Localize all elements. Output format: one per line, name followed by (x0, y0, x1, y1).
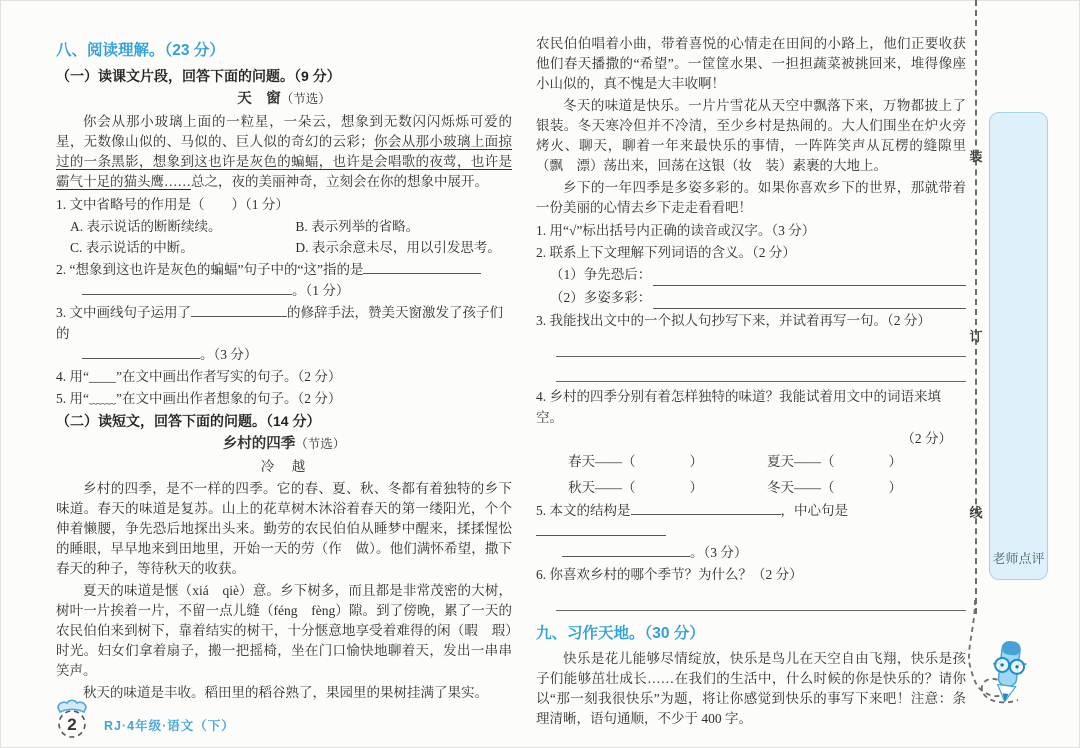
r-question-2-item-2 (536, 287, 966, 309)
question-5: 5. 用“﹏﹏”在文中画出作者想象的句子。（2 分） (56, 391, 342, 406)
passage-title-text: 天 窗 (237, 91, 281, 107)
passage-note: （节选） (295, 437, 346, 451)
binding-char-zhuang: 装 (969, 149, 983, 164)
passage-underlined-segment: 你会从那小玻璃上面掠过的一条黑影，想象到这也许是灰色的蝙蝠，也许是会唱歌的夜莺，也许是霸气十足的猫头鹰…… (56, 134, 512, 189)
r-question-5 (536, 500, 966, 563)
answer-line (556, 586, 966, 611)
paragraph-closing: 乡下的一年四季是多姿多彩的。如果你喜欢乡下的世界，那就带着一份美丽的心情去乡下走走看看吧！ (536, 180, 966, 215)
r-question-1: 1. 用“√”标出括号内正确的读音或汉字。（3 分） (536, 223, 816, 238)
passage-author: 冷 越 (260, 459, 308, 474)
option-c: C. 表示说话的中断。 (70, 240, 194, 255)
right-column (536, 34, 966, 731)
option-b: B. 表示列举的省略。 (295, 219, 420, 234)
option-a: A. 表示说话的断断续续。 (70, 219, 222, 234)
left-column (56, 40, 512, 705)
r-question-5-text-a: 5. 本文的结构是 (536, 503, 631, 518)
passage-title-tianchuang (56, 89, 512, 110)
teacher-comment-label: 老师点评 (992, 551, 1045, 566)
r-question-5-score: 。（3 分） (690, 545, 748, 560)
question-3-score: 。（3 分） (200, 347, 258, 362)
season-blank-winter: 冬天——（ ） (767, 480, 902, 495)
binding-char-ding: 订 (969, 329, 983, 344)
answer-line (653, 269, 966, 286)
question-2-score: 。（1 分） (292, 283, 350, 298)
answer-blank (562, 542, 690, 557)
r-question-6: 6. 你喜欢乡村的哪个季节？为什么？（2 分） (536, 567, 803, 582)
passage-tianchuang (56, 112, 512, 192)
r-question-4-score: （2 分） (901, 431, 952, 446)
season-blank-autumn: 秋天——（ ） (568, 480, 703, 495)
part-1-heading: （一）读课文片段，回答下面的问题。（9 分） (56, 68, 341, 84)
answer-blank (82, 344, 200, 359)
season-fill-grid (536, 451, 966, 498)
page-number-badge (48, 694, 96, 742)
paragraph-spring: 乡村的四季，是不一样的四季。它的春、夏、秋、冬都有着独特的乡下味道。春天的味道是复苏。山上的花草树木沐浴着春天的第一缕阳光，个个伸着懒腰，争先恐后地探出头来。勤劳的农民伯伯从睡梦中醒来，揉揉惺忪的睡眼，早早地来到田地里，开始一天的劳（作 做）。他们满怀希望，撒下春天的种子，等待秋天的收获。 (56, 481, 512, 576)
answer-line (556, 332, 966, 357)
section-9-body: 快乐是花儿能够尽情绽放，快乐是鸟儿在天空自由飞翔，快乐是孩子们能够茁壮成长……在我们的生活中，什么时候的你是快乐的？请你以“那一刻我很快乐”为题，将让你感觉到快乐的事写下来吧！注意：条理清晰，语句通顺，不少于 400 字。 (536, 651, 966, 726)
season-blank-summer: 夏天——（ ） (767, 454, 902, 469)
passage-title-xiangcun (56, 434, 512, 455)
question-2-text: 2. “想象到这也许是灰色的蝙蝠”句子中的“这”指的是 (56, 262, 364, 277)
question-3-text-a: 3. 文中画线句子运用了 (56, 305, 191, 320)
question-4: 4. 用“____”在文中画出作者写实的句子。（2 分） (56, 369, 342, 384)
footer-edition: RJ·4年级·语文（下） (104, 719, 235, 733)
section-8-title: 八、阅读理解。（23 分） (56, 42, 225, 59)
passage-post: 总之，夜的美丽神奇，立刻会在你的想象中展开。 (191, 174, 488, 189)
r-question-2: 2. 联系上下文理解下列词语的含义。（2 分） (536, 245, 796, 260)
answer-blank (363, 259, 481, 274)
passage-pre: 你会从那小玻璃上面的一粒星，一朵云，想象到无数闪闪烁烁可爱的星，无数像山似的、马似的、巨人似的奇幻的云彩； (56, 114, 512, 149)
question-1-options-cd (56, 237, 512, 258)
season-blank-spring: 春天——（ ） (568, 454, 703, 469)
option-d: D. 表示余意未尽，用以引发思考。 (295, 240, 501, 255)
question-1-options-ab (56, 216, 512, 237)
paragraph-autumn-start: 秋天的味道是丰收。稻田里的稻谷熟了，果园里的果树挂满了果实。 (83, 685, 488, 700)
part-2-heading: （二）读短文，回答下面的问题。（14 分） (56, 413, 321, 429)
paragraph-winter: 冬天的味道是快乐。一片片雪花从天空中飘落下来，万物都披上了银装。冬天寒冷但并不冷清，至少乡村是热闹的。大人们围坐在炉火旁烤火、聊天，聊着一年来最快乐的事情，一阵阵笑声从瓦楞的缝隙里（飘 漂）荡出来，回荡在这银（妆 装）素裹的大地上。 (536, 98, 966, 173)
passage-note: （节选） (280, 92, 331, 106)
page-footer (48, 694, 235, 742)
crown-icon (58, 700, 86, 712)
paragraph-autumn-cont: 农民伯伯唱着小曲，带着喜悦的心情走在田间的小路上，他们正要收获他们春天播撒的“希望”。一筐筐水果、一担担蔬菜被挑回来，堆得像座小山似的，真不愧是大丰收啊！ (536, 36, 966, 91)
binding-line (975, 0, 977, 614)
question-3 (56, 302, 512, 365)
question-3-text-b: 的修辞手法，赞美天窗激发了孩子们的 (56, 305, 503, 341)
word-label: （2）多姿多彩： (550, 290, 652, 305)
answer-blank (536, 521, 666, 536)
word-label: （1）争先恐后： (550, 267, 652, 282)
teacher-comment-bar (989, 112, 1048, 580)
answer-line (653, 292, 966, 309)
pencil-body (989, 640, 1029, 704)
answer-blank (82, 280, 292, 295)
passage-title-text: 乡村的四季 (222, 436, 296, 452)
answer-blank (631, 500, 781, 515)
answer-line (556, 357, 966, 382)
page-number: 2 (67, 715, 77, 734)
r-question-3: 3. 我能找出文中的一个拟人句抄写下来，并试着再写一句。（2 分） (536, 313, 931, 328)
paragraph-summer: 夏天的味道是惬（xiá qiè）意。乡下树多，而且都是非常茂密的大树，树叶一片挨着一片，不留一点儿缝（féng fèng）隙。到了傍晚，累了一天的农民伯伯来到树下，靠着结实的树干，十分惬意地享受着难得的闲（暇 瑕）时光。妇女们拿着扇子，搬一把摇椅，坐在门口愉快地聊着天，发出一串串笑声。 (56, 583, 512, 678)
question-1: 1. 文中省略号的作用是（ ）（1 分） (56, 197, 289, 212)
answer-blank (191, 302, 287, 317)
r-question-5-text-b: ，中心句是 (780, 503, 848, 518)
pencil-mascot (956, 600, 1066, 746)
section-9-title: 九、习作天地。（30 分） (536, 625, 705, 642)
r-question-2-item-1 (536, 264, 966, 286)
question-2 (56, 259, 512, 301)
r-question-4: 4. 乡村的四季分别有着怎样独特的味道？我能试着用文中的词语来填空。 (536, 389, 941, 425)
binding-char-xian: 线 (969, 505, 983, 520)
